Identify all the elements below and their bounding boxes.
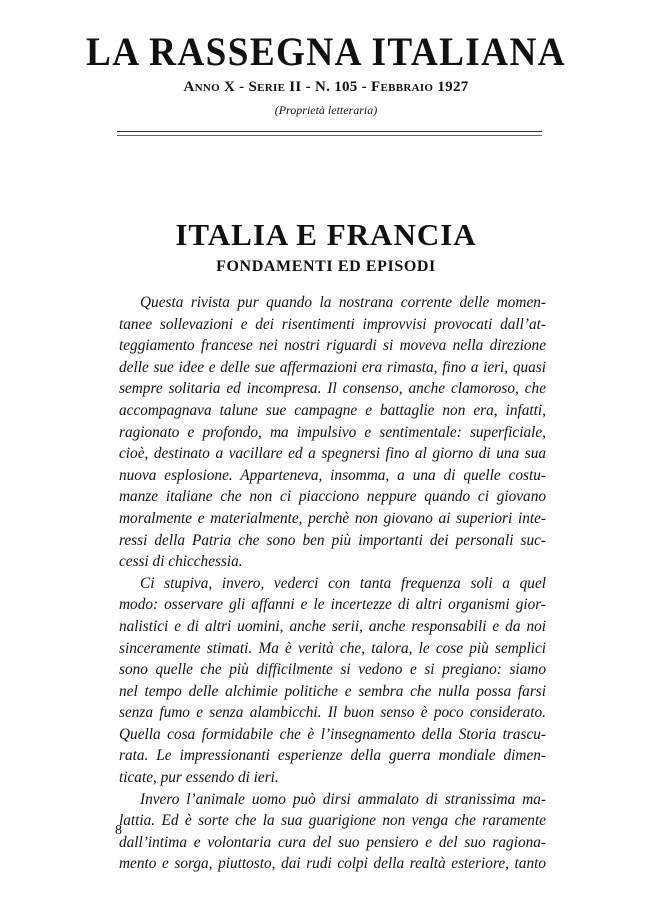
body-line: cioè, destinato a vacillare ed a spegnersi fino al giorno di una sua [119, 445, 546, 463]
body-line: delle sue idee e delle sue affermazioni era rimasta, fino a ieri, quasi [119, 358, 546, 376]
body-line: Invero l’animale uomo può dirsi ammalato di stranissima ma- [140, 790, 546, 808]
body-line: nalistici e di altri uomini, anche serii, anche responsabili e da noi [119, 617, 546, 635]
body-line: modo: osservare gli affanni e le incertezze di altri organismi gior- [119, 596, 546, 614]
journal-title: LA RASSEGNA ITALIANA [86, 29, 566, 74]
body-line: manze italiane che non ci piacciono neppure quando ci giovano [119, 488, 546, 506]
body-line: ressi della Patria che sono ben più importanti dei personali suc- [119, 531, 546, 549]
article-title: ITALIA E FRANCIA [175, 217, 477, 252]
article-body [119, 292, 546, 875]
page-number: 8 [115, 823, 122, 838]
body-line: sono quelle che più difficilmente si vedono e si pregiano: siamo [119, 661, 546, 679]
rights-note: (Proprietà letteraria) [274, 103, 378, 117]
body-line: dall’intima e volontaria cura del suo pensiero e del suo ragiona- [119, 833, 546, 851]
body-line: ticate, pur essendo di ieri. [119, 769, 279, 787]
header-rule-bottom [117, 135, 542, 136]
body-line: sinceramente stimati. Ma è verità che, talora, le cose più semplici [119, 639, 546, 657]
body-line: sempre solitaria ed incompresa. Il consenso, anche clamoroso, che [119, 380, 546, 398]
body-line: accompagnava talune sue campagne e battaglie non era, infatti, [119, 401, 546, 419]
body-line: moralmente e materialmente, perchè non giovano ai superiori inte- [119, 509, 546, 527]
body-line: mento e sorga, piuttosto, dai rudi colpi della realtà esteriore, tanto [119, 855, 546, 873]
body-line: lattia. Ed è sorte che la sua guarigione non venga che raramente [119, 812, 546, 830]
body-line: nel tempo delle alchimie politiche e sembra che nulla possa farsi [119, 682, 546, 700]
body-line: tanee sollevazioni e dei risentimenti improvvisi provocati dall’at- [119, 315, 546, 333]
body-line: rata. Le impressionanti esperienze della guerra mondiale dimen- [119, 747, 546, 765]
body-line: senza fumo e senza alambicchi. Il buon senso è poco considerato. [119, 704, 546, 722]
issue-line: Anno X - Serie II - N. 105 - Febbraio 1927 [183, 79, 469, 95]
body-line: ragionato e profondo, ma impulsivo e sentimentale: superficiale, [119, 423, 546, 441]
article-subtitle: FONDAMENTI ED EPISODI [216, 258, 436, 275]
body-line: Quella cosa formidabile che è l’insegnamento della Storia trascu- [119, 725, 546, 743]
header-rule-top [117, 131, 542, 132]
body-line: Ci stupiva, invero, vederci con tanta frequenza soli a quel [140, 574, 546, 592]
body-line: Questa rivista pur quando la nostrana corrente delle momen- [140, 294, 546, 311]
body-line: nuova esplosione. Apparteneva, insomma, a una di quelle costu- [119, 466, 546, 484]
body-line: teggiamento francese nei nostri riguardi si moveva nella direzione [119, 337, 546, 355]
body-line: cessi di chicchessia. [119, 553, 243, 571]
